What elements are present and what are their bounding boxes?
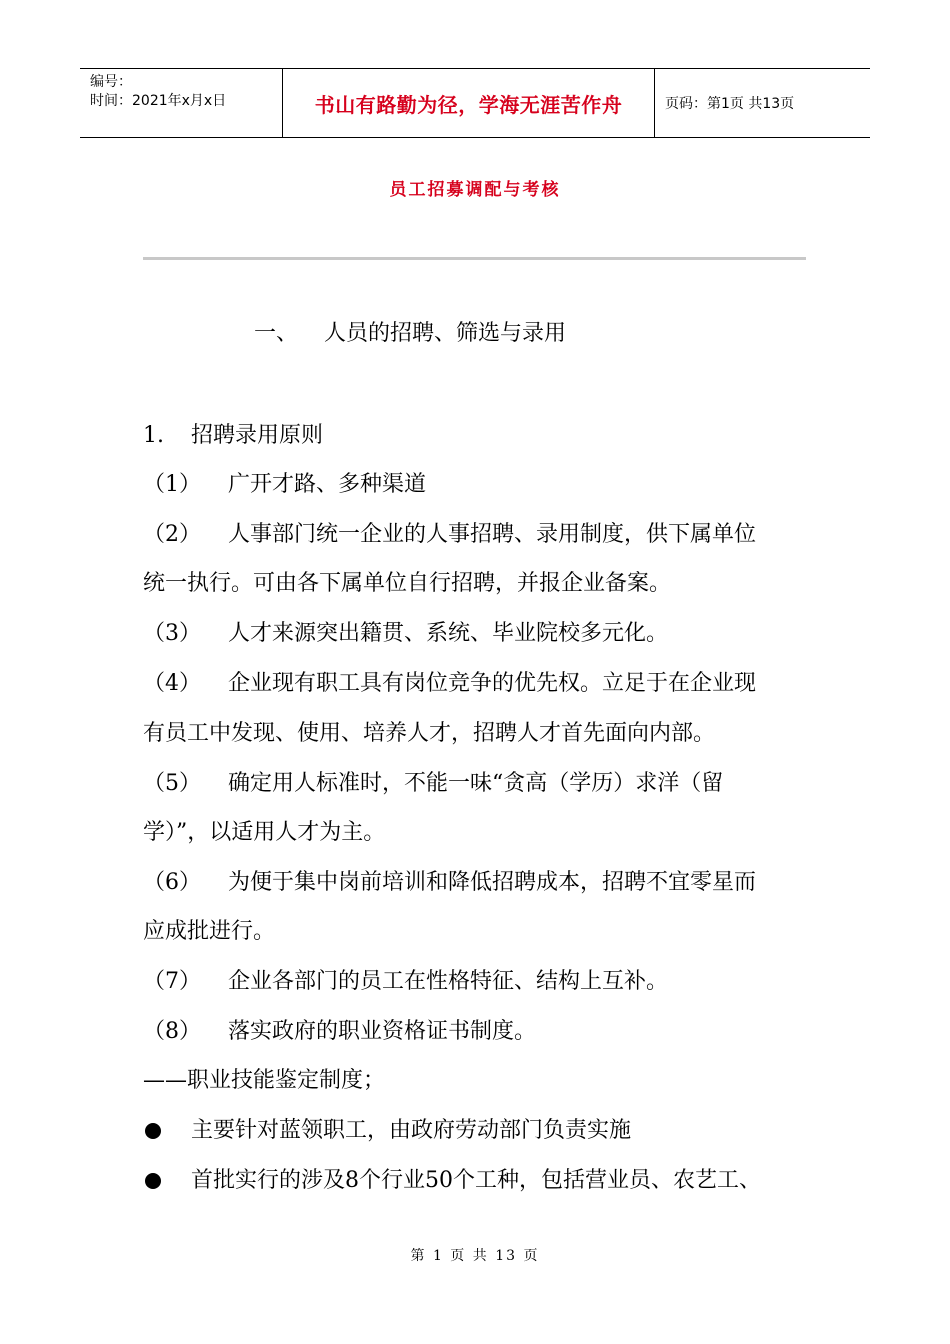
bullet-text: 主要针对蓝领职工，由政府劳动部门负责实施	[191, 1118, 632, 1143]
list-item-continuation	[143, 716, 715, 747]
item-text: 有员工中发现、使用、培养人才，招聘人才首先面向内部。	[143, 721, 716, 746]
page-footer: 第 1 页 共 13 页	[410, 1248, 540, 1264]
bullet-dot-icon	[143, 1168, 191, 1193]
list-item-continuation	[143, 566, 671, 597]
subsection-number: 1.	[143, 423, 164, 448]
bullet-dot-icon	[143, 1118, 191, 1143]
date-label: 时间：2021年x月x日	[90, 93, 227, 109]
item-text: 学）”，以适用人才为主。	[143, 820, 386, 845]
header-table	[80, 68, 870, 138]
list-item-continuation	[143, 914, 275, 945]
list-item-continuation	[143, 815, 385, 846]
bullet-item	[143, 1113, 631, 1144]
item-text: 确定用人标准时，不能一味“贪高（学历）求洋（留	[228, 771, 724, 796]
subsection-heading	[143, 418, 323, 449]
section-number: 一、	[254, 321, 299, 346]
item-text: 统一执行。可由各下属单位自行招聘，并报企业备案。	[143, 571, 672, 596]
document-title: 员工招募调配与考核	[389, 180, 561, 200]
bullet-text: 首批实行的涉及8个行业50个工种，包括营业员、农艺工、	[191, 1168, 761, 1193]
item-text: 人事部门统一企业的人事招聘、录用制度，供下属单位	[228, 522, 757, 547]
list-item	[143, 666, 756, 697]
serial-label: 编号：	[90, 74, 132, 90]
item-text: 广开才路、多种渠道	[228, 472, 427, 497]
item-text: 应成批进行。	[143, 919, 276, 944]
section-title: 人员的招聘、筛选与录用	[324, 321, 567, 346]
item-label: （2）	[143, 522, 201, 547]
section-heading	[254, 316, 566, 347]
item-text: 为便于集中岗前培训和降低招聘成本，招聘不宜零星而	[228, 870, 757, 895]
item-text: 人才来源突出籍贯、系统、毕业院校多元化。	[228, 621, 669, 646]
list-item	[143, 964, 668, 995]
item-label: （6）	[143, 870, 201, 895]
bullet-item	[143, 1163, 761, 1194]
header-meta-cell	[80, 69, 282, 137]
item-text: 企业现有职工具有岗位竞争的优先权。立足于在企业现	[228, 671, 757, 696]
header-page-info: 页码：第1页 共13页	[665, 96, 795, 112]
list-item	[143, 616, 668, 647]
subsection-title: 招聘录用原则	[191, 423, 324, 448]
item-label: （8）	[143, 1019, 201, 1044]
title-divider	[143, 257, 806, 260]
item-label: （1）	[143, 472, 201, 497]
item-label: （5）	[143, 771, 201, 796]
list-item	[143, 1014, 536, 1045]
header-motto: 书山有路勤为径，学海无涯苦作舟	[282, 69, 655, 137]
list-item	[143, 865, 756, 896]
list-item	[143, 467, 426, 498]
item-label: （7）	[143, 969, 201, 994]
list-item	[143, 517, 756, 548]
item-text: 落实政府的职业资格证书制度。	[228, 1019, 537, 1044]
dash-line: ——职业技能鉴定制度；	[143, 1068, 386, 1093]
item-label: （4）	[143, 671, 201, 696]
item-label: （3）	[143, 621, 201, 646]
item-text: 企业各部门的员工在性格特征、结构上互补。	[228, 969, 669, 994]
list-item	[143, 766, 723, 797]
